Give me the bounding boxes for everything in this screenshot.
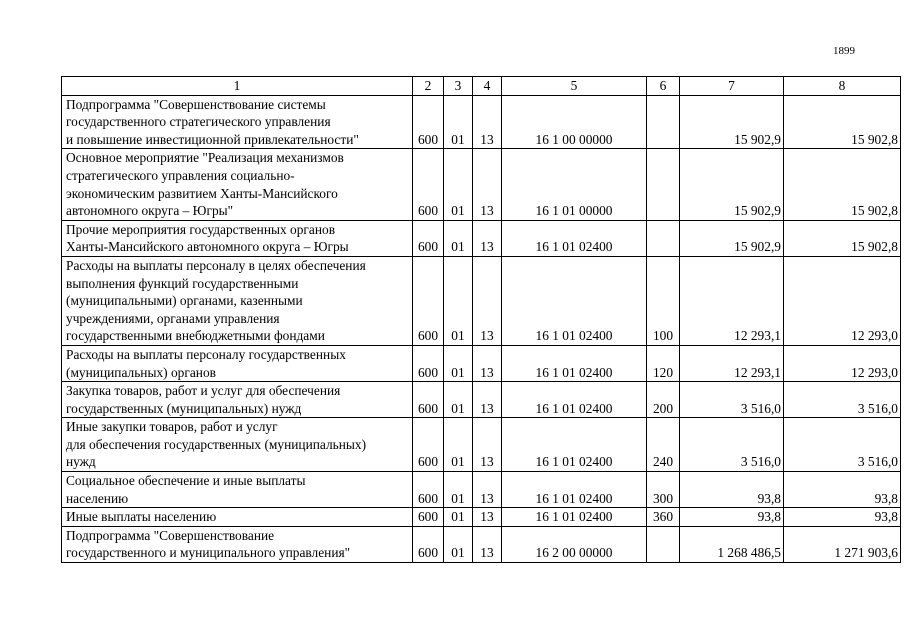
item-name-line: стратегического управления социально-	[66, 167, 295, 183]
cell-amount-col8: 15 902,8	[784, 95, 901, 149]
cell-item-name	[62, 508, 413, 527]
cell-item-name	[62, 95, 413, 149]
cell-subsection-code: 13	[473, 256, 502, 345]
cell-amount-col7: 15 902,9	[680, 95, 784, 149]
item-name-line: Прочие мероприятия государственных органов	[66, 221, 336, 237]
cell-ministry-code: 600	[413, 472, 444, 508]
cell-subsection-code: 13	[473, 508, 502, 527]
cell-amount-col7: 12 293,1	[680, 256, 784, 345]
page-number: 1899	[833, 45, 855, 57]
table-row	[62, 95, 901, 149]
cell-expense-type	[647, 526, 680, 562]
cell-amount-col7: 12 293,1	[680, 345, 784, 381]
cell-target-article: 16 1 01 02400	[502, 508, 647, 527]
item-name-line: государственных (муниципальных) нужд	[66, 400, 302, 416]
header-cell: 7	[680, 77, 784, 96]
item-name-line: Подпрограмма "Совершенствование системы	[66, 96, 326, 112]
cell-ministry-code: 600	[413, 345, 444, 381]
cell-expense-type: 120	[647, 345, 680, 381]
item-name-line: государственного и муниципального управления"	[66, 545, 351, 561]
item-name-line: Ханты-Мансийского автономного округа – Югры	[66, 239, 349, 255]
cell-ministry-code: 600	[413, 256, 444, 345]
cell-ministry-code: 600	[413, 508, 444, 527]
item-name-line: населению	[66, 490, 129, 506]
cell-subsection-code: 13	[473, 95, 502, 149]
header-cell: 1	[62, 77, 413, 96]
cell-ministry-code: 600	[413, 526, 444, 562]
cell-section-code: 01	[444, 472, 473, 508]
cell-target-article: 16 1 01 02400	[502, 418, 647, 472]
cell-target-article: 16 1 01 02400	[502, 345, 647, 381]
item-name-line: Иные выплаты населению	[66, 509, 217, 525]
item-name-line: Иные закупки товаров, работ и услуг	[66, 419, 278, 435]
cell-item-name	[62, 472, 413, 508]
cell-item-name	[62, 256, 413, 345]
cell-amount-col8: 15 902,8	[784, 220, 901, 256]
cell-target-article: 16 2 00 00000	[502, 526, 647, 562]
cell-section-code: 01	[444, 256, 473, 345]
item-name-line: (муниципальных) органов	[66, 364, 216, 380]
cell-target-article: 16 1 01 02400	[502, 382, 647, 418]
cell-expense-type: 360	[647, 508, 680, 527]
cell-amount-col8: 1 271 903,6	[784, 526, 901, 562]
cell-ministry-code: 600	[413, 382, 444, 418]
item-name-line: Расходы на выплаты персоналу в целях обеспечения	[66, 257, 366, 273]
cell-section-code: 01	[444, 95, 473, 149]
table-row	[62, 149, 901, 220]
cell-target-article: 16 1 01 00000	[502, 149, 647, 220]
cell-item-name	[62, 418, 413, 472]
cell-item-name	[62, 149, 413, 220]
cell-amount-col7: 93,8	[680, 508, 784, 527]
item-name-line: государственными внебюджетными фондами	[66, 328, 325, 344]
cell-amount-col7: 3 516,0	[680, 418, 784, 472]
item-name-line: Закупка товаров, работ и услуг для обеспечения	[66, 383, 341, 399]
cell-section-code: 01	[444, 220, 473, 256]
cell-item-name	[62, 382, 413, 418]
cell-target-article: 16 1 01 02400	[502, 472, 647, 508]
cell-subsection-code: 13	[473, 418, 502, 472]
table-row	[62, 418, 901, 472]
item-name-line: Основное мероприятие "Реализация механизмов	[66, 150, 344, 166]
item-name-line: (муниципальными) органами, казенными	[66, 293, 303, 309]
item-name-line: автономного округа – Югры"	[66, 203, 234, 219]
cell-ministry-code: 600	[413, 149, 444, 220]
cell-subsection-code: 13	[473, 472, 502, 508]
cell-target-article: 16 1 00 00000	[502, 95, 647, 149]
cell-expense-type	[647, 95, 680, 149]
table-row	[62, 508, 901, 527]
item-name-line: учреждениями, органами управления	[66, 310, 280, 326]
cell-section-code: 01	[444, 508, 473, 527]
item-name-line: Подпрограмма "Совершенствование	[66, 527, 275, 543]
header-cell: 4	[473, 77, 502, 96]
cell-expense-type: 100	[647, 256, 680, 345]
item-name-line: Социальное обеспечение и иные выплаты	[66, 473, 306, 489]
cell-item-name	[62, 526, 413, 562]
item-name-line: Расходы на выплаты персоналу государственных	[66, 346, 346, 362]
header-cell: 3	[444, 77, 473, 96]
cell-section-code: 01	[444, 149, 473, 220]
cell-subsection-code: 13	[473, 220, 502, 256]
cell-subsection-code: 13	[473, 345, 502, 381]
cell-ministry-code: 600	[413, 418, 444, 472]
cell-amount-col8: 93,8	[784, 472, 901, 508]
table-row	[62, 526, 901, 562]
cell-subsection-code: 13	[473, 526, 502, 562]
cell-amount-col7: 93,8	[680, 472, 784, 508]
table-row	[62, 220, 901, 256]
header-cell: 6	[647, 77, 680, 96]
table-row	[62, 256, 901, 345]
cell-section-code: 01	[444, 418, 473, 472]
cell-expense-type: 240	[647, 418, 680, 472]
item-name-line: нужд	[66, 454, 96, 470]
cell-expense-type: 200	[647, 382, 680, 418]
cell-amount-col8: 93,8	[784, 508, 901, 527]
cell-amount-col7: 15 902,9	[680, 149, 784, 220]
cell-subsection-code: 13	[473, 382, 502, 418]
header-cell: 2	[413, 77, 444, 96]
cell-amount-col8: 3 516,0	[784, 382, 901, 418]
cell-expense-type	[647, 220, 680, 256]
header-cell: 8	[784, 77, 901, 96]
cell-amount-col8: 3 516,0	[784, 418, 901, 472]
cell-target-article: 16 1 01 02400	[502, 220, 647, 256]
cell-ministry-code: 600	[413, 220, 444, 256]
item-name-line: государственного стратегического управления	[66, 114, 331, 130]
table-row	[62, 345, 901, 381]
cell-expense-type: 300	[647, 472, 680, 508]
table-row	[62, 382, 901, 418]
cell-section-code: 01	[444, 526, 473, 562]
cell-ministry-code: 600	[413, 95, 444, 149]
cell-amount-col8: 12 293,0	[784, 256, 901, 345]
cell-amount-col8: 15 902,8	[784, 149, 901, 220]
table-row	[62, 472, 901, 508]
cell-subsection-code: 13	[473, 149, 502, 220]
cell-amount-col7: 3 516,0	[680, 382, 784, 418]
cell-amount-col8: 12 293,0	[784, 345, 901, 381]
cell-item-name	[62, 345, 413, 381]
cell-amount-col7: 15 902,9	[680, 220, 784, 256]
cell-expense-type	[647, 149, 680, 220]
cell-section-code: 01	[444, 345, 473, 381]
budget-table	[61, 76, 901, 563]
item-name-line: выполнения функций государственными	[66, 275, 299, 291]
header-cell: 5	[502, 77, 647, 96]
cell-amount-col7: 1 268 486,5	[680, 526, 784, 562]
cell-section-code: 01	[444, 382, 473, 418]
cell-item-name	[62, 220, 413, 256]
table-header-row	[62, 77, 901, 96]
item-name-line: и повышение инвестиционной привлекательности"	[66, 131, 359, 147]
item-name-line: для обеспечения государственных (муниципальных)	[66, 436, 367, 452]
item-name-line: экономическим развитием Ханты-Мансийского	[66, 185, 338, 201]
cell-target-article: 16 1 01 02400	[502, 256, 647, 345]
